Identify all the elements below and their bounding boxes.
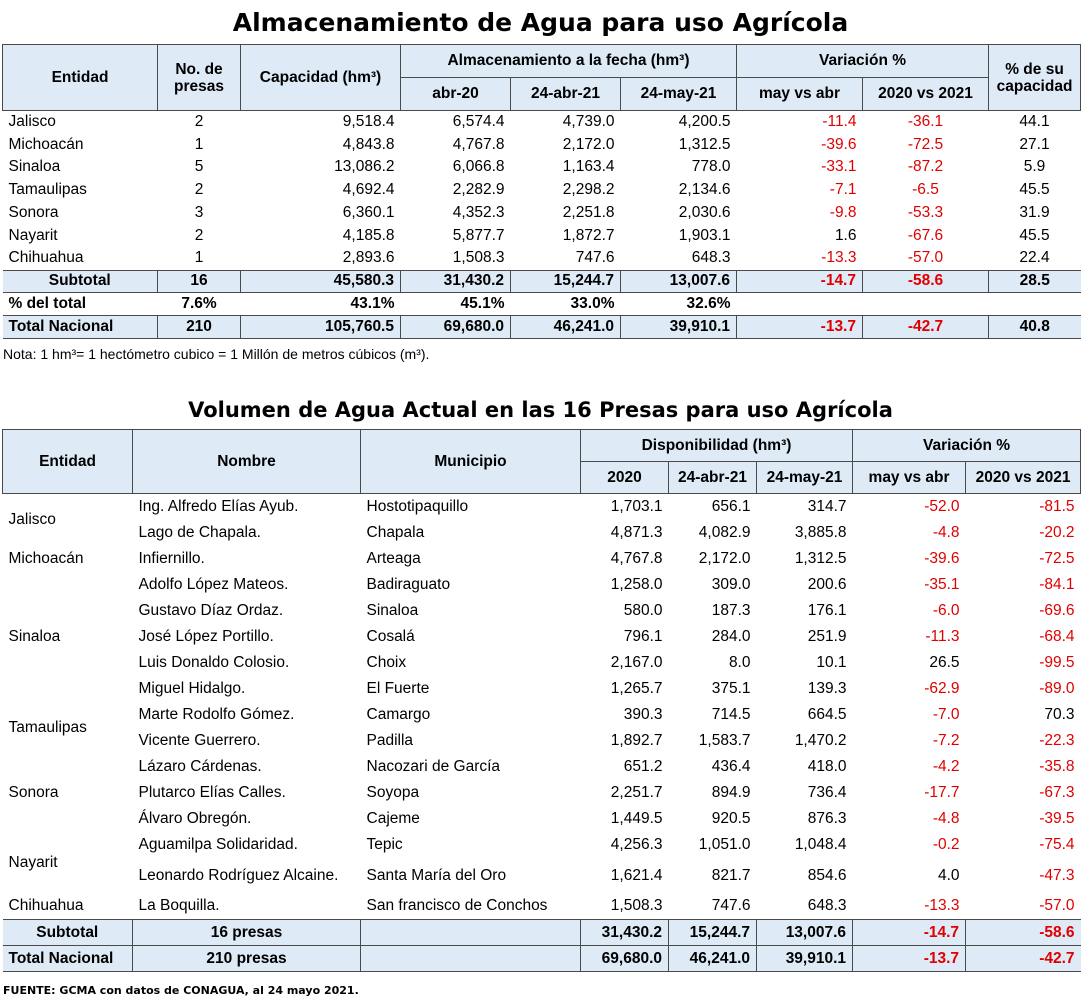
col-municipio: Municipio bbox=[361, 430, 581, 494]
cell: 1,051.0 bbox=[698, 835, 751, 853]
col-disponibilidad: Disponibilidad (hm³) bbox=[581, 430, 853, 462]
cell: Chapala bbox=[366, 523, 425, 541]
cell: 4,200.5 bbox=[678, 113, 731, 131]
col-2020-vs-2021: 2020 vs 2021 bbox=[966, 462, 1081, 494]
entidad-group: Jalisco bbox=[8, 510, 56, 528]
total-row bbox=[3, 946, 1081, 972]
cell: Plutarco Elías Calles. bbox=[138, 783, 286, 801]
cell: 6,066.8 bbox=[452, 158, 505, 176]
cell: 648.3 bbox=[691, 249, 731, 267]
cell: 284.0 bbox=[711, 627, 751, 645]
cell: 45.5 bbox=[1019, 226, 1050, 244]
col-almacenamiento: Almacenamiento a la fecha (hm³) bbox=[401, 45, 737, 78]
subtotal-row bbox=[3, 920, 1081, 946]
cell: Nacozari de García bbox=[366, 757, 501, 775]
cell: -75.4 bbox=[1039, 835, 1075, 853]
cell: -67.3 bbox=[1039, 783, 1075, 801]
table-row bbox=[3, 111, 1081, 134]
cell: 1,508.3 bbox=[610, 897, 663, 915]
cell: 309.0 bbox=[711, 575, 751, 593]
table-row bbox=[3, 572, 1081, 598]
cell: 16 bbox=[158, 270, 241, 293]
table-row bbox=[3, 520, 1081, 546]
cell: Luis Donaldo Colosio. bbox=[138, 653, 290, 671]
cell: Cosalá bbox=[366, 627, 415, 645]
cell: -39.6 bbox=[924, 549, 960, 567]
cell: 4,767.8 bbox=[610, 549, 663, 567]
cell: Vicente Guerrero. bbox=[138, 731, 261, 749]
cell: 2,282.9 bbox=[452, 181, 505, 199]
cell: Lázaro Cárdenas. bbox=[138, 757, 262, 775]
table-row bbox=[3, 806, 1081, 832]
cell: -58.6 bbox=[966, 920, 1081, 946]
cell: 44.1 bbox=[1019, 113, 1050, 131]
cell: 1,163.4 bbox=[562, 158, 615, 176]
cell: 1,265.7 bbox=[610, 679, 663, 697]
cell: 375.1 bbox=[711, 679, 751, 697]
table-row bbox=[3, 650, 1081, 676]
table-row bbox=[3, 494, 1081, 520]
cell: 69,680.0 bbox=[581, 946, 669, 972]
cell: Padilla bbox=[366, 731, 414, 749]
cell: -72.5 bbox=[1039, 549, 1075, 567]
cell: Sonora bbox=[8, 204, 59, 222]
cell: 2,167.0 bbox=[610, 653, 663, 671]
cell: Cajeme bbox=[366, 809, 420, 827]
cell: 13,007.6 bbox=[621, 270, 737, 293]
cell: 2,172.0 bbox=[698, 549, 751, 567]
cell: Miguel Hidalgo. bbox=[138, 679, 246, 697]
col-abr21: 24-abr-21 bbox=[511, 78, 621, 111]
cell: -9.8 bbox=[829, 204, 857, 222]
source-note: FUENTE: GCMA con datos de CONAGUA, al 24 mayo 2021. bbox=[3, 984, 359, 997]
cell: 1,470.2 bbox=[794, 731, 847, 749]
cell: -14.7 bbox=[737, 270, 863, 293]
cell: -35.8 bbox=[1039, 757, 1075, 775]
cell: 105,760.5 bbox=[241, 316, 401, 339]
cell: 5,877.7 bbox=[452, 226, 505, 244]
cell: 46,241.0 bbox=[669, 946, 757, 972]
cell: Sinaloa bbox=[366, 601, 419, 619]
storage-table bbox=[2, 44, 1081, 339]
col-may21: 24-may-21 bbox=[621, 78, 737, 111]
cell: 4,871.3 bbox=[610, 523, 663, 541]
cell: -33.1 bbox=[821, 158, 857, 176]
table-row bbox=[3, 179, 1081, 202]
col-capacidad: Capacidad (hm³) bbox=[241, 45, 401, 111]
table-row bbox=[3, 247, 1081, 270]
table-row bbox=[3, 546, 1081, 572]
total-label: Total Nacional bbox=[3, 316, 158, 339]
cell: Choix bbox=[366, 653, 407, 671]
cell: -81.5 bbox=[1039, 497, 1075, 515]
table-row bbox=[3, 598, 1081, 624]
cell: 15,244.7 bbox=[669, 920, 757, 946]
cell: -53.3 bbox=[907, 204, 944, 222]
cell: 210 presas bbox=[133, 946, 361, 972]
cell: 43.1% bbox=[241, 293, 401, 316]
dams-table bbox=[2, 429, 1081, 972]
col-pct-capacidad: % de su capacidad bbox=[989, 45, 1081, 111]
cell: 580.0 bbox=[623, 601, 663, 619]
cell: Badiraguato bbox=[366, 575, 451, 593]
cell: José López Portillo. bbox=[138, 627, 274, 645]
table-row bbox=[3, 702, 1081, 728]
cell: 4,843.8 bbox=[342, 135, 395, 153]
col-entidad: Entidad bbox=[3, 430, 133, 494]
table-row bbox=[3, 133, 1081, 156]
col-2020-vs-2021: 2020 vs 2021 bbox=[863, 78, 989, 111]
cell: Jalisco bbox=[8, 113, 56, 131]
cell: Soyopa bbox=[366, 783, 420, 801]
cell: 2,298.2 bbox=[562, 181, 615, 199]
cell: Álvaro Obregón. bbox=[138, 809, 252, 827]
cell: -68.4 bbox=[1039, 627, 1075, 645]
cell: 5.9 bbox=[1023, 158, 1046, 176]
cell: 4,185.8 bbox=[342, 226, 395, 244]
cell: -6.0 bbox=[932, 601, 960, 619]
cell: 251.9 bbox=[807, 627, 847, 645]
cell: 6,574.4 bbox=[452, 113, 505, 131]
cell: -17.7 bbox=[924, 783, 960, 801]
cell: 648.3 bbox=[807, 897, 847, 915]
cell: 39,910.1 bbox=[621, 316, 737, 339]
cell: Aguamilpa Solidaridad. bbox=[138, 835, 298, 853]
subtotal-row bbox=[3, 270, 1081, 293]
cell: 920.5 bbox=[711, 809, 751, 827]
cell: -35.1 bbox=[924, 575, 960, 593]
cell: Gustavo Díaz Ordaz. bbox=[138, 601, 284, 619]
cell: 13,086.2 bbox=[334, 158, 395, 176]
cell: 39,910.1 bbox=[757, 946, 853, 972]
cell: Marte Rodolfo Gómez. bbox=[138, 705, 295, 723]
cell: Hostotipaquillo bbox=[366, 497, 469, 515]
cell: 3 bbox=[194, 204, 204, 222]
cell: 16 presas bbox=[133, 920, 361, 946]
cell: -36.1 bbox=[907, 113, 944, 131]
cell: 778.0 bbox=[691, 158, 731, 176]
cell: Adolfo López Mateos. bbox=[138, 575, 289, 593]
cell: -57.0 bbox=[1039, 897, 1075, 915]
table-row bbox=[3, 832, 1081, 858]
cell: Lago de Chapala. bbox=[138, 523, 261, 541]
cell: 6,360.1 bbox=[342, 204, 395, 222]
cell: Leonardo Rodríguez Alcaine. bbox=[138, 867, 339, 884]
cell: 8.0 bbox=[728, 653, 751, 671]
table-row bbox=[3, 624, 1081, 650]
cell: -62.9 bbox=[924, 679, 960, 697]
table-row bbox=[3, 676, 1081, 702]
cell: 2 bbox=[194, 113, 204, 131]
cell: -89.0 bbox=[1039, 679, 1075, 697]
cell: 2,251.8 bbox=[562, 204, 615, 222]
entidad-group: Michoacán bbox=[8, 549, 84, 567]
cell: 2,134.6 bbox=[678, 181, 731, 199]
cell: 3,885.8 bbox=[794, 523, 847, 541]
cell: -87.2 bbox=[907, 158, 944, 176]
col-may-vs-abr: may vs abr bbox=[853, 462, 966, 494]
cell: 2 bbox=[194, 181, 204, 199]
cell: -11.4 bbox=[822, 113, 857, 131]
cell: -20.2 bbox=[1039, 523, 1075, 541]
cell: -84.1 bbox=[1039, 575, 1075, 593]
cell: -69.6 bbox=[1039, 601, 1075, 619]
cell: 15,244.7 bbox=[511, 270, 621, 293]
cell: -42.7 bbox=[966, 946, 1081, 972]
cell: 1,508.3 bbox=[452, 249, 505, 267]
cell: 4,767.8 bbox=[452, 135, 505, 153]
table-row bbox=[3, 224, 1081, 247]
cell: 13,007.6 bbox=[757, 920, 853, 946]
cell: -39.6 bbox=[821, 135, 857, 153]
cell: 796.1 bbox=[623, 627, 663, 645]
cell: -11.3 bbox=[925, 627, 960, 645]
table1-title: Almacenamiento de Agua para uso Agrícola bbox=[232, 8, 849, 37]
cell: 26.5 bbox=[929, 653, 960, 671]
cell: -7.1 bbox=[829, 181, 857, 199]
cell: 1,892.7 bbox=[610, 731, 663, 749]
cell: 436.4 bbox=[711, 757, 751, 775]
cell: 22.4 bbox=[1019, 249, 1050, 267]
cell: Sinaloa bbox=[8, 158, 61, 176]
cell: -7.2 bbox=[932, 731, 960, 749]
cell: 714.5 bbox=[711, 705, 751, 723]
cell: -4.8 bbox=[932, 809, 960, 827]
cell: 736.4 bbox=[807, 783, 847, 801]
cell: 2,251.7 bbox=[610, 783, 663, 801]
total-label: Total Nacional bbox=[3, 946, 133, 972]
cell: 176.1 bbox=[807, 601, 847, 619]
cell: -47.3 bbox=[1039, 866, 1075, 884]
cell: -13.3 bbox=[821, 249, 857, 267]
cell: -13.7 bbox=[853, 946, 966, 972]
cell: 2 bbox=[194, 226, 204, 244]
cell: 664.5 bbox=[807, 705, 847, 723]
cell: -6.5 bbox=[912, 181, 939, 199]
table-row bbox=[3, 780, 1081, 806]
cell: 418.0 bbox=[807, 757, 847, 775]
table-row bbox=[3, 754, 1081, 780]
entidad-group: Nayarit bbox=[8, 853, 58, 871]
col-variacion: Variación % bbox=[853, 430, 1081, 462]
cell: 2,030.6 bbox=[678, 204, 731, 222]
cell: 31,430.2 bbox=[581, 920, 669, 946]
pct-total-row bbox=[3, 293, 1081, 316]
col-may21: 24-may-21 bbox=[757, 462, 853, 494]
cell: 1,449.5 bbox=[610, 809, 663, 827]
cell: -22.3 bbox=[1039, 731, 1075, 749]
cell: 747.6 bbox=[711, 897, 751, 915]
entidad-group: Sonora bbox=[8, 783, 59, 801]
cell: 1,583.7 bbox=[698, 731, 751, 749]
cell: La Boquilla. bbox=[138, 897, 220, 915]
cell: 2,893.6 bbox=[342, 249, 395, 267]
cell: 31.9 bbox=[1019, 204, 1050, 222]
cell: Arteaga bbox=[366, 549, 421, 567]
table-row bbox=[3, 894, 1081, 920]
cell: Nayarit bbox=[8, 226, 58, 244]
cell: -7.0 bbox=[932, 705, 960, 723]
cell: 45.1% bbox=[401, 293, 511, 316]
cell: 9,518.4 bbox=[342, 113, 395, 131]
cell: -72.5 bbox=[907, 135, 944, 153]
cell: 1,872.7 bbox=[562, 226, 615, 244]
col-presas: No. de presas bbox=[158, 45, 241, 111]
cell: 7.6% bbox=[158, 293, 241, 316]
cell: 200.6 bbox=[807, 575, 847, 593]
total-row bbox=[3, 316, 1081, 339]
subtotal-label: Subtotal bbox=[3, 270, 158, 293]
cell: 31,430.2 bbox=[401, 270, 511, 293]
cell: 1 bbox=[194, 249, 204, 267]
cell: 28.5 bbox=[989, 270, 1081, 293]
cell: 1,258.0 bbox=[610, 575, 663, 593]
cell: 187.3 bbox=[711, 601, 751, 619]
cell: 70.3 bbox=[1044, 705, 1075, 723]
cell: Tamaulipas bbox=[8, 181, 87, 199]
table-row bbox=[3, 858, 1081, 894]
cell: Camargo bbox=[366, 705, 431, 723]
col-2020: 2020 bbox=[581, 462, 669, 494]
entidad-group: Tamaulipas bbox=[8, 718, 87, 736]
cell: 4,256.3 bbox=[610, 835, 663, 853]
cell: San francisco de Conchos bbox=[366, 897, 548, 915]
cell: 854.6 bbox=[807, 866, 847, 884]
cell: Infiernillo. bbox=[138, 549, 205, 567]
col-variacion: Variación % bbox=[737, 45, 989, 78]
table2-title: Volumen de Agua Actual en las 16 Presas para uso Agrícola bbox=[188, 398, 893, 422]
cell: -13.7 bbox=[737, 316, 863, 339]
cell: 1,312.5 bbox=[678, 135, 731, 153]
cell: 5 bbox=[194, 158, 204, 176]
cell: -0.2 bbox=[932, 835, 960, 853]
cell: 4,082.9 bbox=[698, 523, 751, 541]
cell: -58.6 bbox=[863, 270, 989, 293]
cell: -4.8 bbox=[932, 523, 960, 541]
cell: 1 bbox=[194, 135, 204, 153]
cell: -99.5 bbox=[1039, 653, 1075, 671]
cell: 747.6 bbox=[575, 249, 615, 267]
table-row bbox=[3, 156, 1081, 179]
cell: 821.7 bbox=[711, 866, 751, 884]
cell: 1.6 bbox=[834, 226, 857, 244]
cell: 40.8 bbox=[989, 316, 1081, 339]
cell: 656.1 bbox=[711, 497, 751, 515]
col-may-vs-abr: may vs abr bbox=[737, 78, 863, 111]
cell: -39.5 bbox=[1039, 809, 1075, 827]
cell: 2,172.0 bbox=[562, 135, 615, 153]
cell: 4,692.4 bbox=[342, 181, 395, 199]
cell: 45.5 bbox=[1019, 181, 1050, 199]
cell: 1,903.1 bbox=[678, 226, 731, 244]
cell: 1,312.5 bbox=[794, 549, 847, 567]
cell: Tepic bbox=[366, 835, 403, 853]
cell: 45,580.3 bbox=[241, 270, 401, 293]
cell: 33.0% bbox=[511, 293, 621, 316]
cell: Ing. Alfredo Elías Ayub. bbox=[138, 497, 299, 515]
cell: -42.7 bbox=[863, 316, 989, 339]
cell: -57.0 bbox=[907, 249, 944, 267]
cell: Michoacán bbox=[8, 135, 84, 153]
cell: -67.6 bbox=[907, 226, 944, 244]
cell: 27.1 bbox=[1019, 135, 1050, 153]
cell: 4.0 bbox=[937, 866, 960, 884]
cell: 10.1 bbox=[816, 653, 847, 671]
table-row bbox=[3, 202, 1081, 225]
cell: 210 bbox=[158, 316, 241, 339]
units-note: Nota: 1 hm³= 1 hectómetro cubico = 1 Millón de metros cúbicos (m³). bbox=[3, 346, 430, 362]
cell: Chihuahua bbox=[8, 249, 84, 267]
table-row bbox=[3, 728, 1081, 754]
col-entidad: Entidad bbox=[3, 45, 158, 111]
cell: 894.9 bbox=[711, 783, 751, 801]
cell: 876.3 bbox=[807, 809, 847, 827]
cell: 32.6% bbox=[621, 293, 737, 316]
col-abr21: 24-abr-21 bbox=[669, 462, 757, 494]
cell: 1,048.4 bbox=[794, 835, 847, 853]
cell: 651.2 bbox=[623, 757, 663, 775]
col-nombre: Nombre bbox=[133, 430, 361, 494]
cell: 1,703.1 bbox=[610, 497, 663, 515]
cell: 4,352.3 bbox=[452, 204, 505, 222]
cell: El Fuerte bbox=[366, 679, 430, 697]
cell: 69,680.0 bbox=[401, 316, 511, 339]
cell: 4,739.0 bbox=[562, 113, 615, 131]
cell: Santa María del Oro bbox=[366, 866, 507, 884]
col-abr20: abr-20 bbox=[401, 78, 511, 111]
cell: 139.3 bbox=[807, 679, 847, 697]
cell: -52.0 bbox=[924, 497, 960, 515]
cell: 1,621.4 bbox=[610, 866, 663, 884]
cell: 314.7 bbox=[807, 497, 847, 515]
cell: -4.2 bbox=[932, 757, 960, 775]
subtotal-label: Subtotal bbox=[3, 920, 133, 946]
pct-total-label: % del total bbox=[3, 293, 158, 316]
entidad-group: Chihuahua bbox=[8, 897, 84, 915]
cell: -13.3 bbox=[924, 897, 960, 915]
cell: 390.3 bbox=[623, 705, 663, 723]
cell: -14.7 bbox=[853, 920, 966, 946]
cell: 46,241.0 bbox=[511, 316, 621, 339]
entidad-group: Sinaloa bbox=[8, 627, 61, 645]
